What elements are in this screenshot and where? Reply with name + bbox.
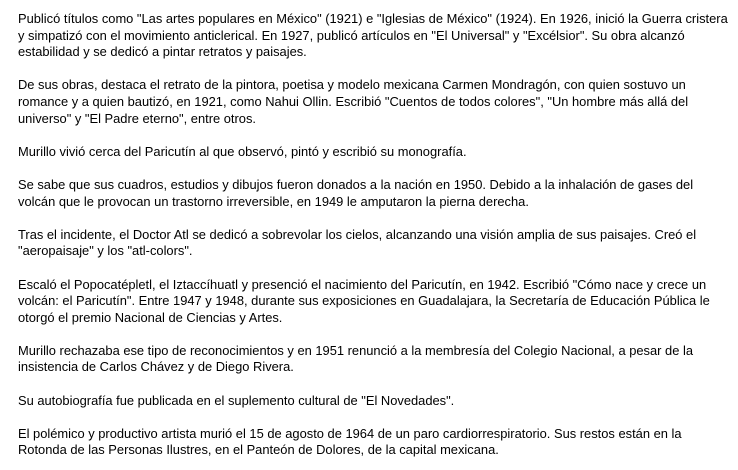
paragraph-colegio-nacional: Murillo rechazaba ese tipo de reconocimientos y en 1951 renunció a la membresía del Colegio Nacional, a pesar de la insistencia de Carlos Chávez y de Diego Rivera.: [18, 342, 693, 375]
paragraph-carmen-mondragon: De sus obras, destaca el retrato de la pintora, poetisa y modelo mexicana Carmen Mondragón, con quien sostuvo un romance y a quien bautizó, en 1921, como Nahui Ollin. Escribió "Cuentos de todos colores", "Un hombre más allá del universo" y "El Padre eterno", entre otros.: [18, 77, 689, 126]
paragraph-autobiography: Su autobiografía fue publicada en el suplemento cultural de "El Novedades".: [18, 392, 455, 408]
paragraph-volcanoes-award: Escaló el Popocatépletl, el Iztaccíhuatl y presenció el nacimiento del Paricutín, en 1942. Escribió "Cómo nace y crece un volcán: el Paricutín". Entre 1947 y 1948, durante sus exposiciones en Guadalajara, la Secretaría de Educación Pública le otorgó el premio Nacional de Ciencias y Artes.: [18, 276, 710, 325]
paragraph-donation-amputation: Se sabe que sus cuadros, estudios y dibujos fueron donados a la nación en 1950. Debido a la inhalación de gases del volcán que le provocan un trastorno irreversible, en 1949 le amputaron la pierna derecha.: [18, 176, 694, 209]
paragraph-publications: Publicó títulos como "Las artes populares en México" (1921) e "Iglesias de México" (1924). En 1926, inició la Guerra cristera y simpatizó con el movimiento anticlerical. En 1927, publicó artículos en "El Universal" y "Excélsior". Su obra alcanzó estabilidad y se dedicó a pintar retratos y paisajes.: [18, 11, 728, 60]
paragraph-paricutin-monograph: Murillo vivió cerca del Paricutín al que observó, pintó y escribió su monografía.: [18, 143, 467, 159]
paragraph-aeropaisaje: Tras el incidente, el Doctor Atl se dedicó a sobrevolar los cielos, alcanzando una visión amplia de sus paisajes. Creó el "aeropaisaje" y los "atl-colors".: [18, 226, 697, 259]
paragraph-death: El polémico y productivo artista murió el 15 de agosto de 1964 de un paro cardiorrespiratorio. Sus restos están en la Rotonda de las Personas Ilustres, en el Panteón de Dolores, de la capital mexicana.: [18, 425, 682, 458]
article-body: [18, 11, 733, 459]
